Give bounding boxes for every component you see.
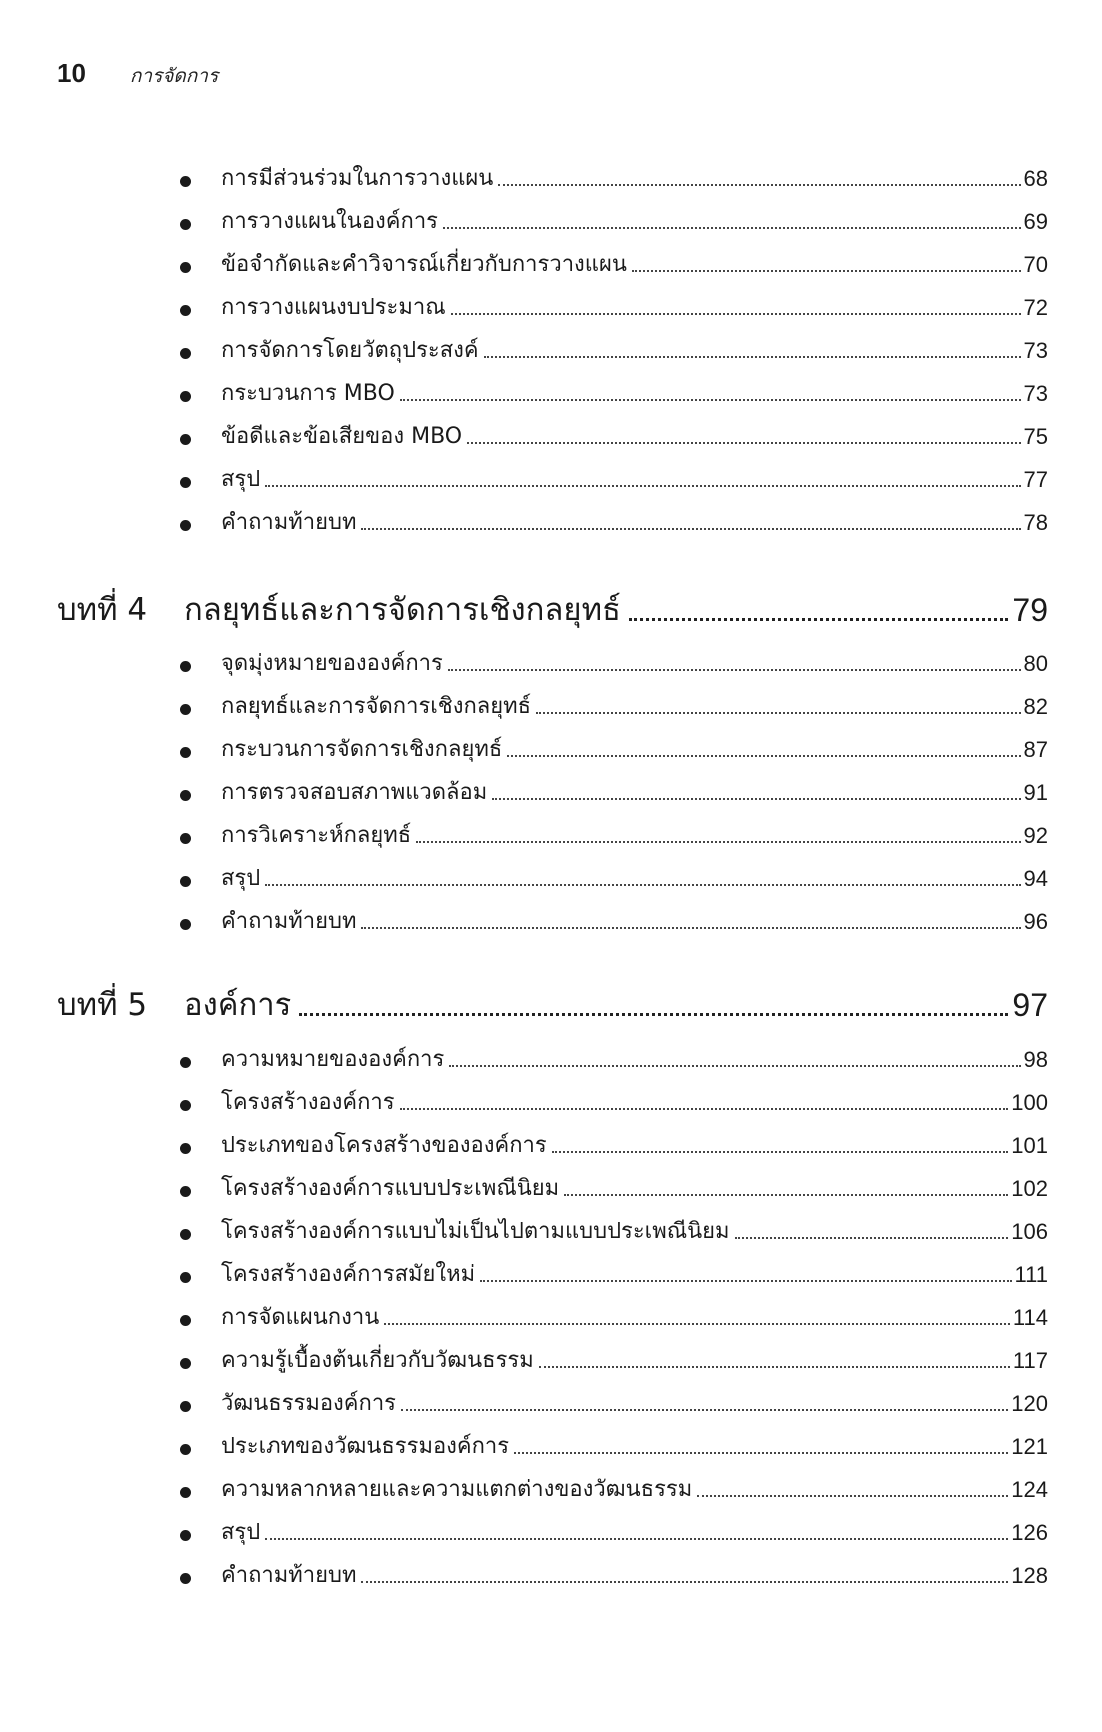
toc-item-page: 80	[1023, 651, 1048, 676]
toc-item-label: จุดมุ่งหมายขององค์การ	[221, 651, 443, 676]
chapter-page: 97	[1012, 987, 1048, 1023]
bullet-icon	[180, 704, 191, 715]
toc-item-label: การตรวจสอบสภาพแวดล้อม	[221, 780, 488, 805]
chapter-number: บทที่ 5	[57, 987, 148, 1023]
dot-leader	[484, 356, 1021, 358]
bullet-icon	[180, 348, 191, 359]
bullet-icon	[180, 305, 191, 316]
toc-item-page: 114	[1012, 1305, 1048, 1330]
toc-item-label: คำถามท้ายบท	[221, 909, 357, 934]
toc-item-label: การวิเคราะห์กลยุทธ์	[221, 823, 412, 848]
chapter-page: 79	[1012, 592, 1048, 628]
toc-item[interactable]	[183, 1518, 1048, 1548]
dot-leader	[361, 1581, 1008, 1583]
toc-item-page: 75	[1023, 424, 1048, 449]
dot-leader	[299, 1013, 1008, 1016]
toc-item-label: ข้อจำกัดและคำวิจารณ์เกี่ยวกับการวางแผน	[221, 252, 627, 277]
dot-leader	[400, 399, 1021, 401]
toc-item[interactable]	[183, 1174, 1048, 1204]
toc-item-page: 73	[1023, 338, 1048, 363]
dot-leader	[451, 313, 1021, 315]
toc-item[interactable]	[183, 1131, 1048, 1161]
toc-item-label: โครงสร้างองค์การแบบไม่เป็นไปตามแบบประเพณีนิยม	[221, 1219, 730, 1244]
toc-item-page: 117	[1012, 1348, 1048, 1373]
dot-leader	[401, 1409, 1008, 1411]
toc-item[interactable]	[183, 465, 1048, 495]
page-number: 10	[57, 58, 86, 88]
toc-item-label: การจัดการโดยวัตถุประสงค์	[221, 338, 479, 363]
toc-item-page: 106	[1011, 1219, 1048, 1244]
bullet-icon	[180, 1143, 191, 1154]
toc-item-page: 82	[1023, 694, 1048, 719]
toc-item[interactable]	[183, 821, 1048, 851]
toc-item-page: 70	[1023, 252, 1048, 277]
dot-leader	[735, 1237, 1009, 1239]
bullet-icon	[180, 876, 191, 887]
bullet-icon	[180, 176, 191, 187]
toc-item[interactable]	[183, 1346, 1048, 1376]
bullet-icon	[180, 747, 191, 758]
toc-item-label: ประเภทของโครงสร้างขององค์การ	[221, 1133, 547, 1158]
dot-leader	[449, 1065, 1020, 1067]
toc-item[interactable]	[183, 293, 1048, 323]
toc-item-page: 101	[1011, 1133, 1048, 1158]
toc-item-page: 120	[1011, 1391, 1048, 1416]
bullet-icon	[180, 790, 191, 801]
toc-item-label: ความหลากหลายและความแตกต่างของวัฒนธรรม	[221, 1477, 693, 1502]
bullet-icon	[180, 1530, 191, 1541]
toc-item-label: สรุป	[221, 866, 261, 891]
toc-item[interactable]	[183, 422, 1048, 452]
bullet-icon	[180, 1057, 191, 1068]
toc-item-label: คำถามท้ายบท	[221, 510, 357, 535]
bullet-icon	[180, 1272, 191, 1283]
dot-leader	[448, 669, 1021, 671]
toc-item-label: การวางแผนในองค์การ	[221, 209, 438, 234]
toc-item-label: กระบวนการ MBO	[221, 381, 395, 406]
toc-item[interactable]	[183, 1475, 1048, 1505]
toc-item-page: 69	[1023, 209, 1048, 234]
dot-leader	[564, 1194, 1008, 1196]
bullet-icon	[180, 833, 191, 844]
running-title: การจัดการ	[129, 65, 219, 87]
chapter-title: กลยุทธ์และการจัดการเชิงกลยุทธ์	[184, 592, 621, 628]
bullet-icon	[180, 262, 191, 273]
toc-item[interactable]	[183, 1432, 1048, 1462]
bullet-icon	[180, 1100, 191, 1111]
dot-leader	[443, 227, 1021, 229]
toc-item[interactable]	[183, 379, 1048, 409]
toc-item-label: กลยุทธ์และการจัดการเชิงกลยุทธ์	[221, 694, 532, 719]
dot-leader	[265, 1538, 1008, 1540]
toc-item-page: 68	[1023, 166, 1048, 191]
dot-leader	[632, 270, 1021, 272]
bullet-icon	[180, 477, 191, 488]
toc-item-label: ความหมายขององค์การ	[221, 1047, 445, 1072]
chapter-heading-5[interactable]	[57, 983, 1048, 1027]
toc-item-page: 94	[1023, 866, 1048, 891]
bullet-icon	[180, 661, 191, 672]
toc-item-page: 126	[1011, 1520, 1048, 1545]
bullet-icon	[180, 1229, 191, 1240]
toc-item-page: 124	[1011, 1477, 1048, 1502]
toc-item[interactable]	[183, 250, 1048, 280]
dot-leader	[514, 1452, 1008, 1454]
toc-item[interactable]	[183, 907, 1048, 937]
dot-leader	[629, 618, 1008, 621]
dot-leader	[265, 485, 1020, 487]
toc-item[interactable]	[183, 1260, 1048, 1290]
toc-item-label: วัฒนธรรมองค์การ	[221, 1391, 396, 1416]
toc-item-page: 77	[1023, 467, 1048, 492]
toc-item-page: 98	[1023, 1047, 1048, 1072]
toc-item-label: กระบวนการจัดการเชิงกลยุทธ์	[221, 737, 503, 762]
dot-leader	[480, 1280, 1011, 1282]
bullet-icon	[180, 1186, 191, 1197]
toc-item-label: การจัดแผนกงาน	[221, 1305, 380, 1330]
toc-item[interactable]	[183, 1303, 1048, 1333]
bullet-icon	[180, 219, 191, 230]
toc-item-page: 78	[1023, 510, 1048, 535]
toc-item-page: 128	[1011, 1563, 1048, 1588]
toc-item[interactable]	[183, 778, 1048, 808]
toc-item[interactable]	[183, 692, 1048, 722]
toc-item[interactable]	[183, 735, 1048, 765]
bullet-icon	[180, 1444, 191, 1455]
toc-item-label: ประเภทของวัฒนธรรมองค์การ	[221, 1434, 510, 1459]
bullet-icon	[180, 1401, 191, 1412]
toc-item-page: 100	[1011, 1090, 1048, 1115]
toc-item-label: ข้อดีและข้อเสียของ MBO	[221, 424, 463, 449]
toc-item[interactable]	[183, 1561, 1048, 1591]
toc-item-page: 96	[1023, 909, 1048, 934]
bullet-icon	[180, 1573, 191, 1584]
bullet-icon	[180, 1358, 191, 1369]
dot-leader	[361, 927, 1020, 929]
dot-leader	[467, 442, 1020, 444]
dot-leader	[265, 884, 1020, 886]
toc-item[interactable]	[183, 1045, 1048, 1075]
dot-leader	[697, 1495, 1008, 1497]
toc-item[interactable]	[183, 336, 1048, 366]
dot-leader	[361, 528, 1020, 530]
toc-item-label: การมีส่วนร่วมในการวางแผน	[221, 166, 494, 191]
bullet-icon	[180, 520, 191, 531]
toc-item-label: โครงสร้างองค์การสมัยใหม่	[221, 1262, 476, 1287]
bullet-icon	[180, 919, 191, 930]
toc-item-label: สรุป	[221, 1520, 261, 1545]
chapter-heading-4[interactable]	[57, 588, 1048, 632]
toc-item-label: โครงสร้างองค์การแบบประเพณีนิยม	[221, 1176, 560, 1201]
dot-leader	[492, 798, 1020, 800]
toc-item-page: 72	[1023, 295, 1048, 320]
dot-leader	[400, 1108, 1009, 1110]
toc-item[interactable]	[183, 1217, 1048, 1247]
toc-item-page: 87	[1023, 737, 1048, 762]
chapter-title: องค์การ	[184, 987, 292, 1023]
toc-item-label: การวางแผนงบประมาณ	[221, 295, 446, 320]
toc-item-page: 73	[1023, 381, 1048, 406]
bullet-icon	[180, 391, 191, 402]
toc-item[interactable]	[183, 207, 1048, 237]
toc-item-page: 102	[1011, 1176, 1048, 1201]
dot-leader	[536, 712, 1020, 714]
toc-item[interactable]	[183, 864, 1048, 894]
dot-leader	[539, 1366, 1010, 1368]
toc-item-page: 121	[1011, 1434, 1048, 1459]
bullet-icon	[180, 1487, 191, 1498]
toc-item-label: ความรู้เบื้องต้นเกี่ยวกับวัฒนธรรม	[221, 1348, 534, 1373]
page-header	[57, 58, 218, 91]
toc-item-label: โครงสร้างองค์การ	[221, 1090, 395, 1115]
toc-item[interactable]	[183, 508, 1048, 538]
dot-leader	[416, 841, 1020, 843]
toc-item[interactable]	[183, 1389, 1048, 1419]
dot-leader	[498, 184, 1020, 186]
dot-leader	[507, 755, 1020, 757]
toc-item[interactable]	[183, 164, 1048, 194]
toc-item-page: 91	[1023, 780, 1048, 805]
bullet-icon	[180, 1315, 191, 1326]
dot-leader	[552, 1151, 1009, 1153]
toc-item-page: 111	[1014, 1262, 1048, 1287]
toc-item-label: คำถามท้ายบท	[221, 1563, 357, 1588]
chapter-number: บทที่ 4	[57, 592, 148, 628]
dot-leader	[384, 1323, 1010, 1325]
toc-item[interactable]	[183, 649, 1048, 679]
toc-item[interactable]	[183, 1088, 1048, 1118]
bullet-icon	[180, 434, 191, 445]
toc-item-page: 92	[1023, 823, 1048, 848]
toc-item-label: สรุป	[221, 467, 261, 492]
